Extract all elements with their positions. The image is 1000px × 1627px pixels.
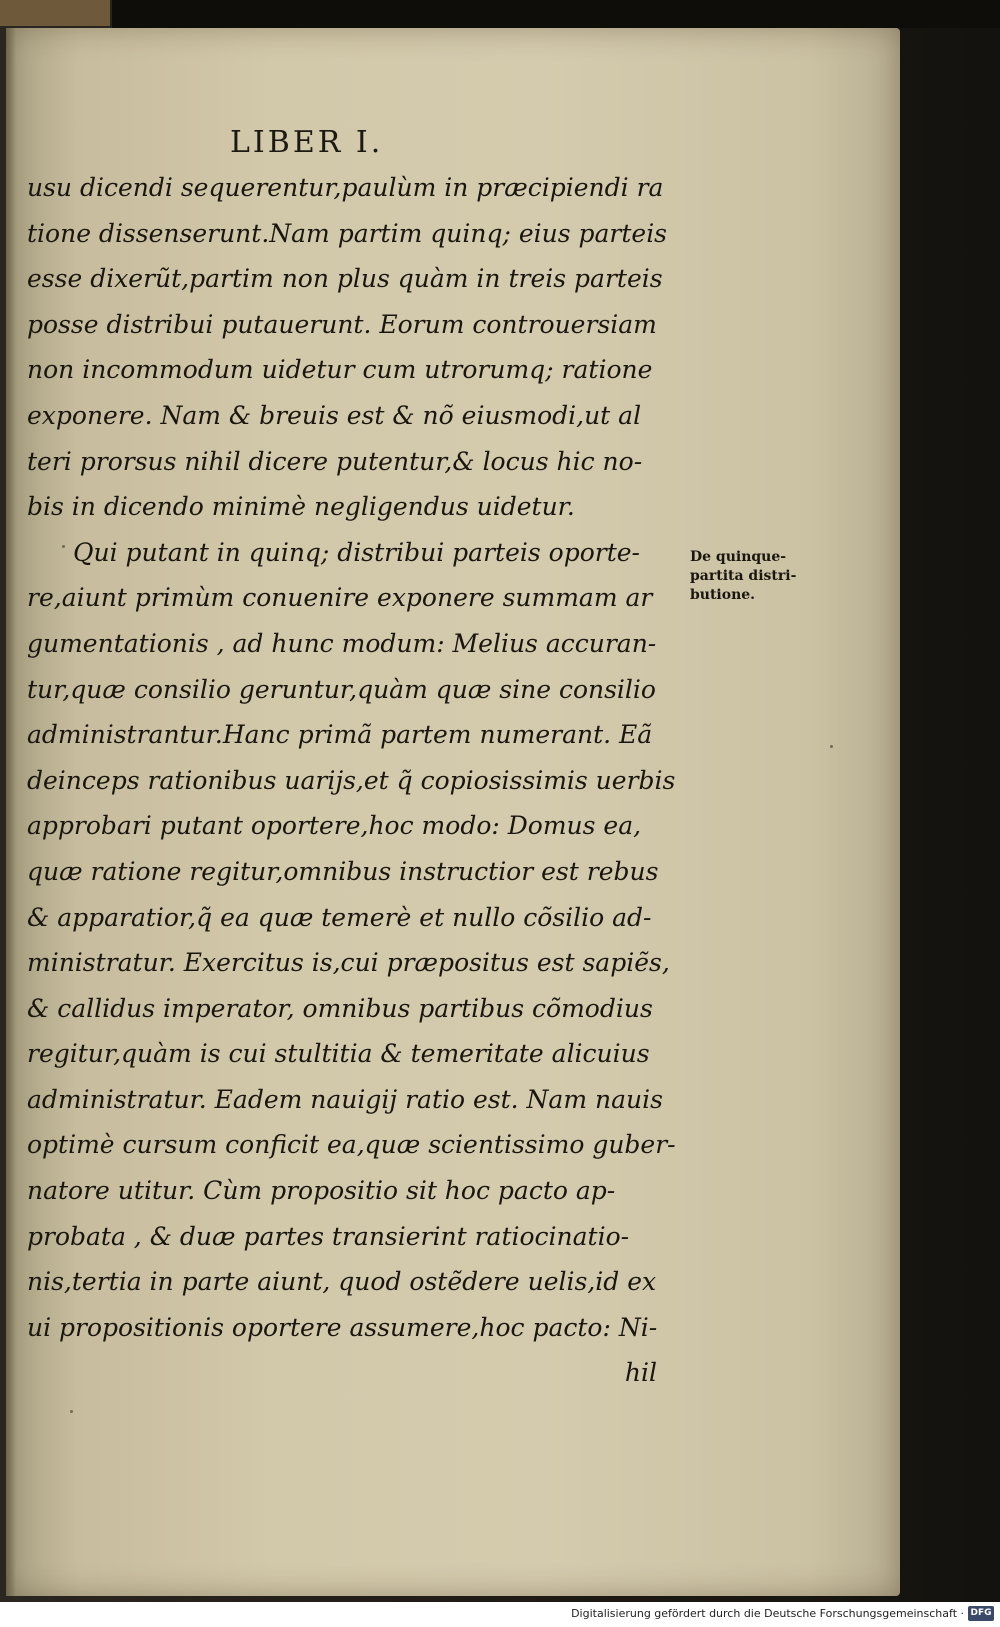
ink-speck [830, 745, 833, 748]
scan-tab [0, 0, 110, 26]
footer-bar [0, 1602, 1000, 1627]
text-line: deinceps rationibus uarijs,et q̃ copiosissimis uerbis [27, 765, 676, 795]
body-text [27, 165, 687, 1396]
text-line: & apparatior,q̃ ea quæ temerè et nullo cõsilio ad- [27, 902, 652, 932]
running-head: LIBER I. [230, 125, 384, 160]
marginal-note-line: butione. [690, 587, 756, 603]
text-line: optimè cursum conficit ea,quæ scientissimo guber- [27, 1130, 676, 1160]
text-line: & callidus imperator, omnibus partibus cõmodius [27, 993, 653, 1023]
text-line: esse dixerũt,partim non plus quàm in treis parteis [27, 264, 663, 294]
text-line: ministratur. Exercitus is,cui præpositus est sapiẽs, [27, 948, 670, 978]
text-line: teri prorsus nihil dicere putentur,& locus hic no- [27, 446, 643, 476]
text-line: quæ ratione regitur,omnibus instructior est rebus [27, 856, 659, 886]
page-gutter-shadow [6, 28, 16, 1596]
text-line: re,aiunt primùm conuenire exponere summam ar [27, 583, 653, 613]
text-line: bis in dicendo minimè negligendus uidetur. [27, 492, 575, 522]
text-line: Qui putant in quinq; distribui parteis oporte- [73, 537, 640, 567]
text-line: exponere. Nam & breuis est & nõ eiusmodi,ut al [27, 400, 642, 430]
marginal-note [690, 548, 850, 605]
text-line: usu dicendi sequerentur,paulùm in præcipiendi ra [27, 173, 664, 202]
funding-credit: Digitalisierung gefördert durch die Deutsche Forschungsgemeinschaft · [571, 1607, 964, 1620]
dfg-logo-icon: DFG [968, 1606, 994, 1621]
text-line: tione dissenserunt.Nam partim quinq; eius parteis [27, 218, 668, 248]
marginal-note-line: partita distri- [690, 568, 797, 584]
text-line: gumentationis , ad hunc modum: Melius accuran- [27, 628, 657, 658]
text-line: regitur,quàm is cui stultitia & temeritate alicuius [27, 1039, 650, 1069]
text-line: approbari putant oportere,hoc modo: Domus ea, [27, 811, 642, 841]
scan-top-edge [112, 0, 1000, 28]
text-line: posse distribui putauerunt. Eorum controuersiam [27, 309, 657, 339]
ink-speck [62, 545, 65, 548]
text-line: natore utitur. Cùm propositio sit hoc pacto ap- [27, 1176, 616, 1206]
catchword: hil [624, 1358, 657, 1388]
text-line: tur,quæ consilio geruntur,quàm quæ sine consilio [27, 674, 656, 704]
marginal-note-line: De quinque- [690, 549, 787, 565]
text-line: ui propositionis oportere assumere,hoc pacto: Ni- [27, 1312, 658, 1342]
ink-speck [70, 1410, 73, 1413]
text-line: probata , & duæ partes transierint ratiocinatio- [27, 1221, 630, 1251]
text-line: nis,tertia in parte aiunt, quod ostẽdere uelis,id ex [27, 1267, 657, 1297]
text-line: non incommodum uidetur cum utrorumq; ratione [27, 355, 653, 385]
text-line: administratur. Eadem nauigij ratio est. Nam nauis [27, 1084, 663, 1114]
text-line: administrantur.Hanc primã partem numerant. Eã [27, 720, 653, 750]
